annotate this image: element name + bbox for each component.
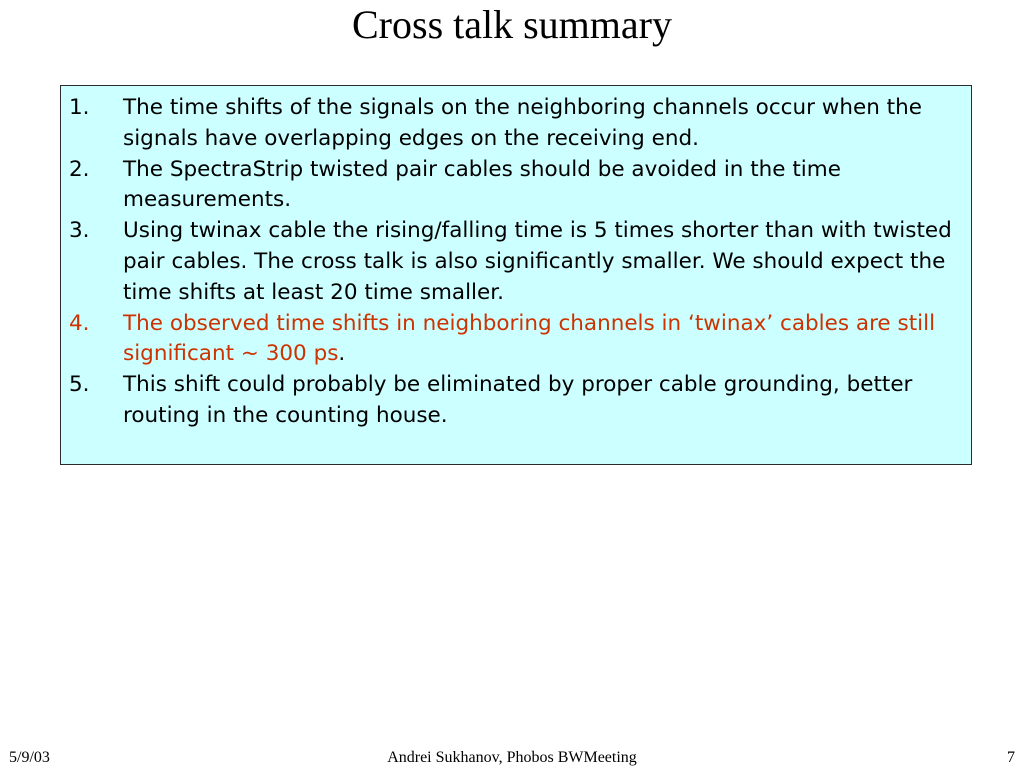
footer-author: Andrei Sukhanov, Phobos BWMeeting [387, 749, 637, 766]
item-number: 2. [69, 156, 90, 182]
summary-box [60, 85, 972, 465]
item-text-container [123, 309, 963, 371]
item-number: 5. [69, 372, 90, 398]
item-number: 4. [69, 310, 90, 336]
slide-title: Cross talk summary [352, 2, 672, 47]
summary-item-1 [69, 93, 963, 155]
summary-item-5 [69, 370, 963, 432]
summary-item-3 [69, 216, 963, 308]
summary-list [69, 93, 963, 432]
item-text: The SpectraStrip twisted pair cables should be avoided in the time measurements. [123, 156, 841, 213]
item-text: The time shifts of the signals on the neighboring channels occur when the signals have overlapping edges on the receiving end. [123, 95, 922, 151]
item-suffix: . [338, 341, 346, 367]
item-text: This shift could probably be eliminated by proper cable grounding, better routing in the counting house. [123, 372, 913, 428]
item-text: Using twinax cable the rising/falling time is 5 times shorter than with twisted pair cables. The cross talk is also significantly smaller. We should expect the time shifts at least 20 time smaller. [123, 218, 952, 305]
item-text: The observed time shifts in neighboring channels in ‘twinax’ cables are still significant ~ 300 ps [123, 310, 936, 367]
summary-item-2 [69, 155, 963, 217]
footer-date: 5/9/03 [9, 749, 50, 766]
summary-item-4 [69, 309, 963, 371]
item-number: 1. [69, 95, 90, 120]
footer-page-number: 7 [1007, 749, 1015, 766]
item-number: 3. [69, 218, 90, 244]
